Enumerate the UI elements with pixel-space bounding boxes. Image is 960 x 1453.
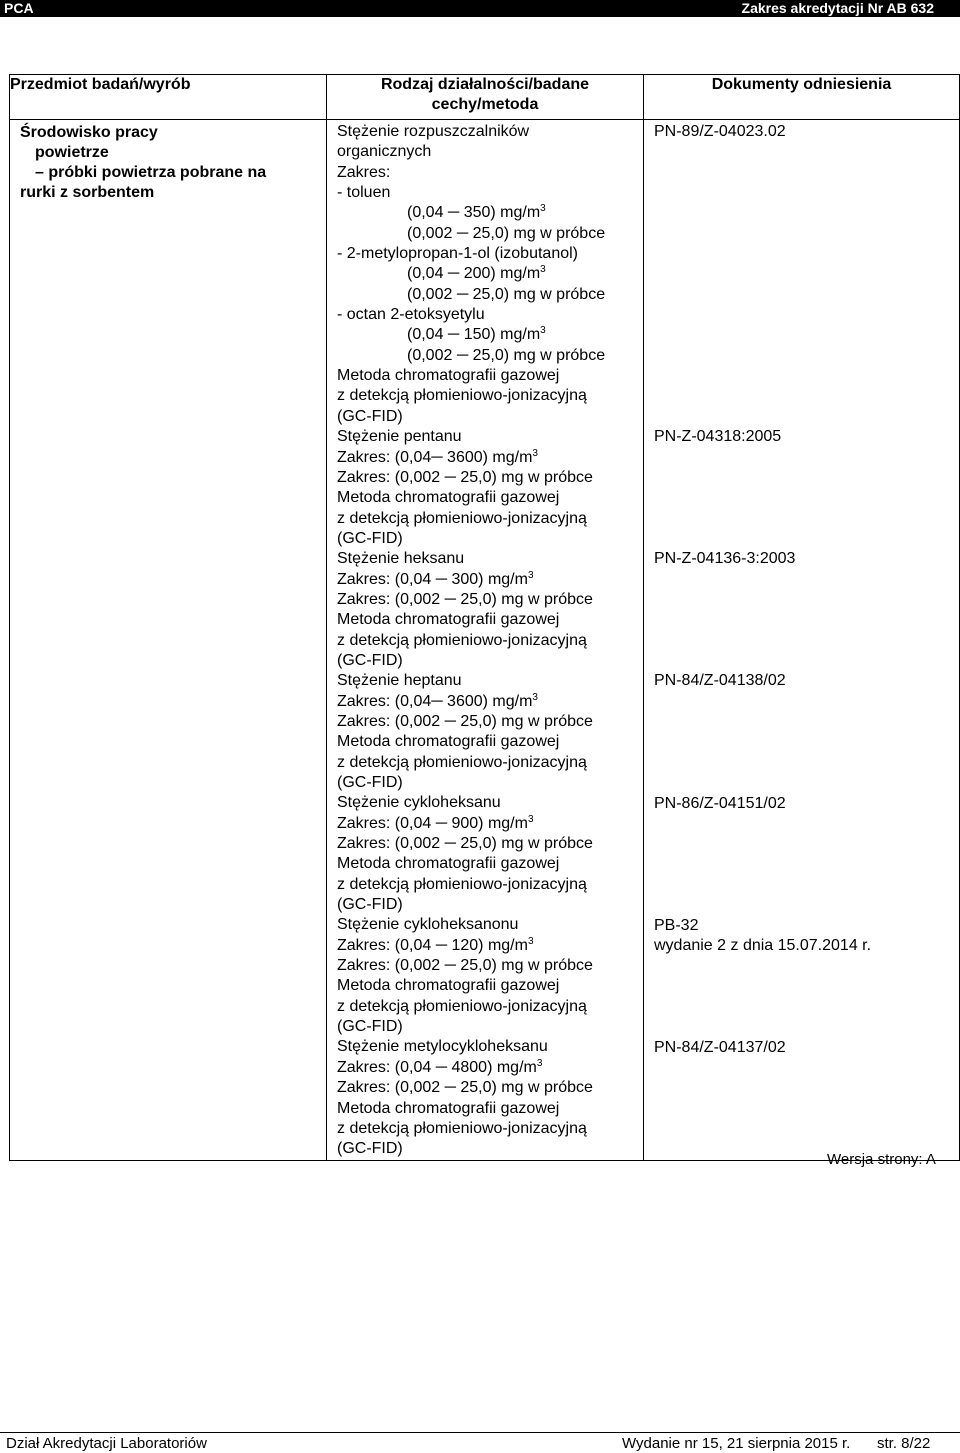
- measurement-text: Metoda chromatografii gazowej: [337, 977, 560, 995]
- measurement-line: [337, 692, 643, 712]
- measurement-group: [337, 671, 643, 793]
- measurement-text: organicznych: [337, 143, 432, 161]
- measurement-line: [337, 488, 643, 508]
- measurement-line: [337, 448, 643, 468]
- reference-document: [654, 1038, 786, 1058]
- measurement-line: [337, 915, 643, 935]
- unit-superscript: 3: [540, 203, 546, 215]
- measurement-text: (GC-FID): [337, 1140, 403, 1158]
- header-title: Zakres akredytacji Nr AB 632: [741, 0, 934, 16]
- measurement-text: z detekcją płomieniowo-jonizacyjną: [337, 997, 587, 1015]
- measurement-text: Stężenie rozpuszczalników: [337, 123, 530, 140]
- measurement-line: [337, 671, 643, 691]
- measurement-text: z detekcją płomieniowo-jonizacyjną: [337, 387, 587, 405]
- measurement-text: (0,002 ─ 25,0) mg w próbce: [407, 346, 606, 364]
- subject-line: Środowisko pracy: [20, 124, 158, 141]
- table-header-row: [10, 75, 960, 120]
- page-header: [0, 0, 960, 17]
- footer-edition: Wydanie nr 15, 21 sierpnia 2015 r.: [622, 1435, 851, 1452]
- measurement-line: [337, 305, 643, 325]
- measurement-text: Stężenie pentanu: [337, 428, 462, 446]
- measurement-line: [337, 1017, 643, 1037]
- measurement-line: [337, 793, 643, 813]
- subject-line: rurki z sorbentem: [20, 184, 155, 201]
- measurement-line: [337, 834, 643, 854]
- measurement-line: [337, 509, 643, 529]
- measurement-line: [337, 244, 643, 264]
- page-version: Wersja strony: A: [827, 1151, 936, 1168]
- measurement-text: Zakres: (0,002 ─ 25,0) mg w próbce: [337, 1079, 593, 1097]
- table-row: [10, 120, 960, 1161]
- measurement-line: [337, 203, 643, 223]
- header-org: PCA: [4, 0, 34, 16]
- measurement-line: [337, 1058, 643, 1078]
- measurement-line: [337, 956, 643, 976]
- measurement-line: [337, 325, 643, 345]
- measurement-line: [337, 997, 643, 1017]
- measurement-text: Zakres: (0,002 ─ 25,0) mg w próbce: [337, 712, 593, 730]
- measurement-text: Metoda chromatografii gazowej: [337, 367, 560, 385]
- measurement-text: Zakres: (0,002 ─ 25,0) mg w próbce: [337, 835, 593, 853]
- measurement-group: [337, 549, 643, 671]
- measurement-line: [337, 875, 643, 895]
- measurement-line: [337, 1139, 643, 1159]
- measurement-text: - toluen: [337, 184, 391, 202]
- measurement-text: Metoda chromatografii gazowej: [337, 733, 560, 751]
- footer-page-number: str. 8/22: [877, 1435, 931, 1452]
- measurement-line: [337, 285, 643, 305]
- measurement-line: [337, 529, 643, 549]
- measurement-group: [337, 427, 643, 549]
- reference-id: PN-84/Z-04138/02: [654, 672, 786, 690]
- measurement-line: [337, 651, 643, 671]
- reference-id: PB-32: [654, 916, 699, 934]
- measurement-text: Metoda chromatografii gazowej: [337, 855, 560, 873]
- measurement-line: [337, 142, 643, 162]
- measurement-line: [337, 468, 643, 488]
- measurement-line: [337, 1078, 643, 1098]
- measurement-text: Stężenie heksanu: [337, 550, 465, 568]
- measurement-text: Metoda chromatografii gazowej: [337, 611, 560, 629]
- measurement-text: Zakres: (0,002 ─ 25,0) mg w próbce: [337, 590, 593, 608]
- measurement-line: [337, 346, 643, 366]
- measurement-line: [337, 224, 643, 244]
- measurement-text: Metoda chromatografii gazowej: [337, 489, 560, 507]
- measurement-line: [337, 854, 643, 874]
- measurement-text: z detekcją płomieniowo-jonizacyjną: [337, 875, 587, 893]
- unit-superscript: 3: [540, 264, 546, 276]
- measurement-line: [337, 753, 643, 773]
- measurement-text: z detekcją płomieniowo-jonizacyjną: [337, 1119, 587, 1137]
- reference-id: PN-86/Z-04151/02: [654, 794, 786, 812]
- measurement-text: Stężenie cykloheksanonu: [337, 916, 519, 934]
- measurement-line: [337, 712, 643, 732]
- measurement-text: (0,04 ─ 350) mg/m: [407, 204, 541, 222]
- measurement-text: Metoda chromatografii gazowej: [337, 1099, 560, 1117]
- measurement-line: [337, 610, 643, 630]
- measurement-line: [337, 386, 643, 406]
- unit-superscript: 3: [536, 1057, 543, 1069]
- measurement-text: Zakres: (0,04 ─ 300) mg/m: [337, 570, 528, 588]
- measurement-text: z detekcją płomieniowo-jonizacyjną: [337, 753, 587, 771]
- subject-line: – próbki powietrza pobrane na: [35, 164, 267, 181]
- unit-superscript: 3: [527, 813, 534, 825]
- measurement-text: z detekcją płomieniowo-jonizacyjną: [337, 631, 587, 649]
- measurement-line: [337, 1099, 643, 1119]
- unit-superscript: 3: [532, 691, 538, 703]
- unit-superscript: 3: [527, 569, 534, 581]
- measurement-line: [337, 773, 643, 793]
- subject-line: powietrze: [35, 144, 109, 161]
- measurement-text: Zakres: (0,002 ─ 25,0) mg w próbce: [337, 957, 593, 975]
- measurement-text: Zakres: (0,04 ─ 900) mg/m: [337, 814, 528, 832]
- measurement-text: Zakres: (0,002 ─ 25,0) mg w próbce: [337, 468, 593, 486]
- unit-superscript: 3: [532, 447, 538, 459]
- subject-cell: [10, 120, 327, 1161]
- measurement-line: [337, 814, 643, 834]
- measurement-group: [337, 793, 643, 915]
- measurement-text: (GC-FID): [337, 1018, 403, 1036]
- measurement-list: [327, 120, 643, 1160]
- footer-divider: [0, 1432, 960, 1433]
- measurement-line: [337, 366, 643, 386]
- col-header-activity-line2: cechy/metoda: [431, 96, 539, 113]
- measurement-line: [337, 264, 643, 284]
- measurement-text: (0,04 ─ 200) mg/m: [407, 265, 541, 283]
- measurement-text: - 2-metylopropan-1-ol (izobutanol): [337, 245, 578, 263]
- measurement-line: [337, 1119, 643, 1139]
- reference-document: [654, 794, 786, 814]
- footer-department: Dział Akredytacji Laboratoriów: [6, 1435, 207, 1452]
- reference-document: [654, 671, 786, 691]
- reference-id: PN-Z-04318:2005: [654, 428, 782, 446]
- measurement-line: [337, 1037, 643, 1057]
- measurement-line: [337, 549, 643, 569]
- measurement-group: [337, 915, 643, 1037]
- measurement-line: [337, 590, 643, 610]
- measurement-text: Zakres: (0,04─ 3600) mg/m: [337, 692, 533, 710]
- reference-document: [654, 427, 781, 447]
- reference-id: PN-Z-04136-3:2003: [654, 550, 796, 568]
- col-header-activity: [327, 75, 644, 120]
- measurement-text: (0,002 ─ 25,0) mg w próbce: [407, 285, 606, 303]
- reference-id: PN-89/Z-04023.02: [654, 123, 786, 140]
- measurement-text: (GC-FID): [337, 896, 403, 914]
- measurement-line: [337, 122, 643, 142]
- reference-document: [654, 122, 786, 142]
- measurements-cell: [327, 120, 644, 1161]
- measurement-line: [337, 732, 643, 752]
- measurement-text: z detekcją płomieniowo-jonizacyjną: [337, 509, 587, 527]
- reference-document: [654, 549, 795, 569]
- measurement-text: (0,002 ─ 25,0) mg w próbce: [407, 224, 606, 242]
- measurement-text: (0,04 ─ 150) mg/m: [407, 326, 541, 344]
- measurement-text: (GC-FID): [337, 407, 403, 425]
- measurement-text: Zakres: (0,04 ─ 4800) mg/m: [337, 1058, 537, 1076]
- measurement-line: [337, 570, 643, 590]
- measurement-text: - octan 2-etoksyetylu: [337, 306, 485, 324]
- measurement-text: (GC-FID): [337, 774, 403, 791]
- measurement-line: [337, 976, 643, 996]
- unit-superscript: 3: [540, 325, 546, 337]
- measurement-text: (GC-FID): [337, 529, 403, 547]
- reference-document: [654, 916, 871, 957]
- measurement-text: (GC-FID): [337, 651, 403, 669]
- references-cell: [644, 120, 960, 1161]
- measurement-line: [337, 163, 643, 183]
- measurement-text: Zakres: (0,04 ─ 120) mg/m: [337, 936, 528, 954]
- measurement-line: [337, 936, 643, 956]
- measurement-text: Stężenie metylocykloheksanu: [337, 1038, 548, 1056]
- col-header-subject: Przedmiot badań/wyrób: [10, 75, 327, 120]
- measurement-text: Zakres: (0,04─ 3600) mg/m: [337, 448, 533, 466]
- measurement-text: Stężenie cykloheksanu: [337, 794, 501, 812]
- measurement-group: [337, 122, 643, 427]
- measurement-line: [337, 407, 643, 427]
- col-header-documents: Dokumenty odniesienia: [644, 75, 960, 120]
- reference-id: PN-84/Z-04137/02: [654, 1038, 786, 1056]
- measurement-text: Zakres:: [337, 163, 391, 181]
- measurement-group: [337, 1037, 643, 1159]
- accreditation-table: [9, 74, 960, 1161]
- measurement-line: [337, 427, 643, 447]
- measurement-line: [337, 895, 643, 915]
- reference-edition: wydanie 2 z dnia 15.07.2014 r.: [654, 936, 872, 954]
- unit-superscript: 3: [527, 935, 534, 947]
- measurement-line: [337, 183, 643, 203]
- measurement-text: Stężenie heptanu: [337, 672, 462, 690]
- measurement-line: [337, 631, 643, 651]
- col-header-activity-line1: Rodzaj działalności/badane: [380, 76, 590, 93]
